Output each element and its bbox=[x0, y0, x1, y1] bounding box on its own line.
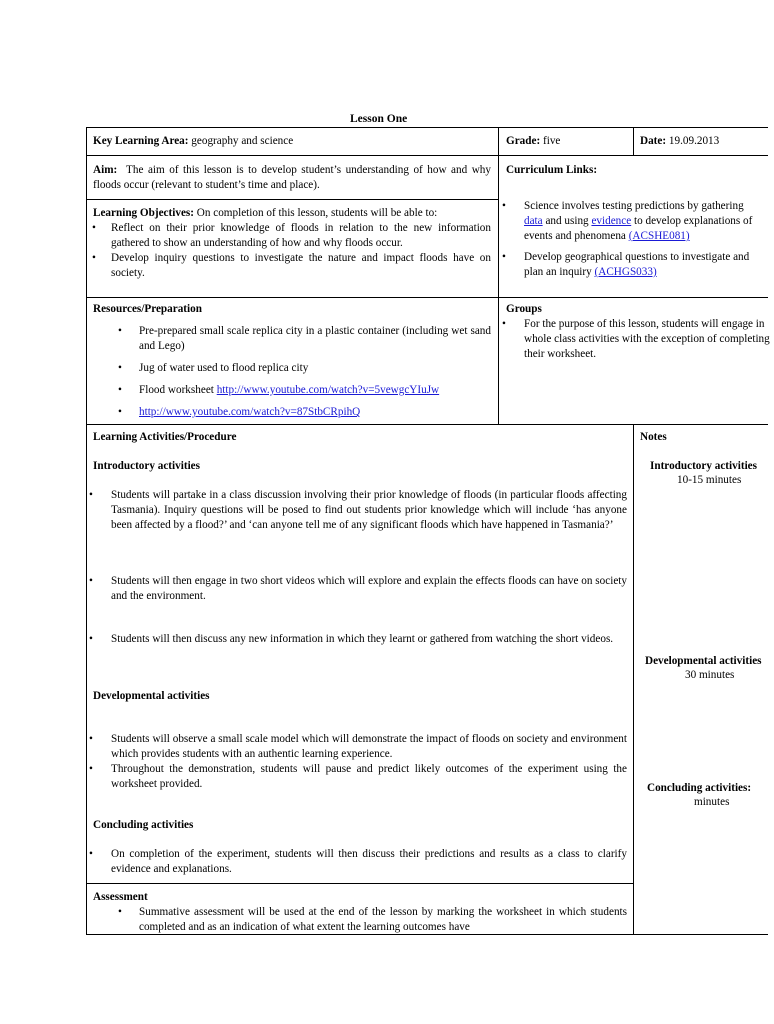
developmental-activities-heading: Developmental activities bbox=[93, 690, 210, 702]
list-item: • For the purpose of this lesson, students will engage in whole class activities with the exception of completing their worksheet. bbox=[502, 318, 770, 360]
list-item: • On completion of the experiment, students will then discuss their predictions and results as a class to clarify evidence and explanations. bbox=[89, 848, 627, 875]
kla-label: Key Learning Area: bbox=[93, 135, 189, 147]
date-value: 19.09.2013 bbox=[668, 135, 720, 147]
aim-text: The aim of this lesson is to develop student’s understanding of how and why floods occur (relevant to student’s time and place). bbox=[93, 164, 491, 191]
date-label: Date: bbox=[640, 135, 667, 147]
introductory-activities-heading: Introductory activities bbox=[93, 460, 200, 472]
notes-conc-time: minutes bbox=[694, 796, 730, 808]
curriculum-links-list bbox=[502, 199, 774, 280]
acshe081-link[interactable]: (ACSHE081) bbox=[628, 230, 690, 242]
list-item: • Throughout the demonstration, students will pause and predict likely outcomes of the experiment using the worksheet provided. bbox=[89, 763, 627, 790]
video-link[interactable]: http://www.youtube.com/watch?v=87StbCRpihQ bbox=[139, 406, 361, 418]
flood-worksheet-link[interactable]: http://www.youtube.com/watch?v=5vewgcYIuJw bbox=[216, 384, 440, 396]
resources-list bbox=[118, 324, 491, 420]
notes-conc-label: Concluding activities: bbox=[647, 782, 752, 794]
list-item: • Science involves testing predictions by gathering data and using evidence to develop explanations of events and phenomena (ACSHE081) bbox=[502, 200, 753, 242]
notes-intro-time: 10-15 minutes bbox=[677, 474, 742, 486]
notes-label: Notes bbox=[640, 431, 667, 443]
key-learning-area bbox=[93, 134, 293, 149]
assessment-label: Assessment bbox=[93, 891, 148, 903]
objectives-intro: On completion of this lesson, students will be able to: bbox=[196, 207, 438, 219]
learning-objectives bbox=[93, 206, 491, 281]
kla-value: geography and science bbox=[191, 135, 294, 147]
data-link[interactable]: data bbox=[524, 215, 543, 227]
list-item: • Develop inquiry questions to investigate the nature and impact floods have on society. bbox=[92, 252, 491, 279]
grade bbox=[506, 134, 560, 149]
date bbox=[640, 134, 719, 149]
curriculum-links-label: Curriculum Links: bbox=[506, 164, 598, 176]
list-item: • Students will partake in a class discussion involving their prior knowledge of floods (in particular floods affecting Tasmania). Inquiry questions will be posed to find out students prior knowledge which will include ‘has anyone been affected by a flood?’ and ‘can anyone tell me of any significant floods which have happened in Tasmania?’ bbox=[89, 489, 627, 531]
list-item: • http://www.youtube.com/watch?v=87StbCRpihQ bbox=[118, 406, 361, 418]
groups-list bbox=[502, 317, 774, 362]
notes-dev-time: 30 minutes bbox=[685, 669, 735, 681]
concluding-activities-heading: Concluding activities bbox=[93, 819, 194, 831]
assessment-text: • Summative assessment will be used at the end of the lesson by marking the worksheet in which students completed and as an indication of what extent the learning outcomes have bbox=[118, 906, 627, 933]
grade-value: five bbox=[542, 135, 561, 147]
list-item: • Reflect on their prior knowledge of floods in relation to the new information gathered to show an understanding of how and why floods occur. bbox=[92, 222, 491, 249]
page-title: Lesson One bbox=[350, 113, 408, 125]
activities-label: Learning Activities/Procedure bbox=[93, 431, 237, 443]
list-item: • Pre-prepared small scale replica city in a plastic container (including wet sand and Lego) bbox=[118, 325, 491, 352]
list-item: • Students will then engage in two short videos which will explore and explain the effects floods can have on society and the environment. bbox=[89, 575, 627, 602]
notes-intro-label: Introductory activities bbox=[650, 460, 757, 472]
list-item: • Students will then discuss any new information in which they learnt or gathered from watching the short videos. bbox=[89, 633, 614, 645]
resources-label: Resources/Preparation bbox=[93, 303, 202, 315]
objectives-label: Learning Objectives: bbox=[93, 207, 194, 219]
groups-label: Groups bbox=[506, 303, 542, 315]
achgs033-link[interactable]: (ACHGS033) bbox=[594, 266, 657, 278]
list-item: • Jug of water used to flood replica city bbox=[118, 362, 309, 374]
aim-label: Aim: bbox=[93, 164, 118, 176]
list-item: • Students will observe a small scale model which will demonstrate the impact of floods on society and environment which provides students with an authentic learning experience. bbox=[89, 733, 627, 760]
notes-dev-label: Developmental activities bbox=[645, 655, 762, 667]
aim-section bbox=[93, 163, 491, 193]
list-item: • Develop geographical questions to investigate and plan an inquiry (ACHGS033) bbox=[502, 251, 750, 278]
grade-label: Grade: bbox=[506, 135, 541, 147]
evidence-link[interactable]: evidence bbox=[591, 215, 632, 227]
list-item: • Flood worksheet http://www.youtube.com/watch?v=5vewgcYIuJw bbox=[118, 384, 440, 396]
